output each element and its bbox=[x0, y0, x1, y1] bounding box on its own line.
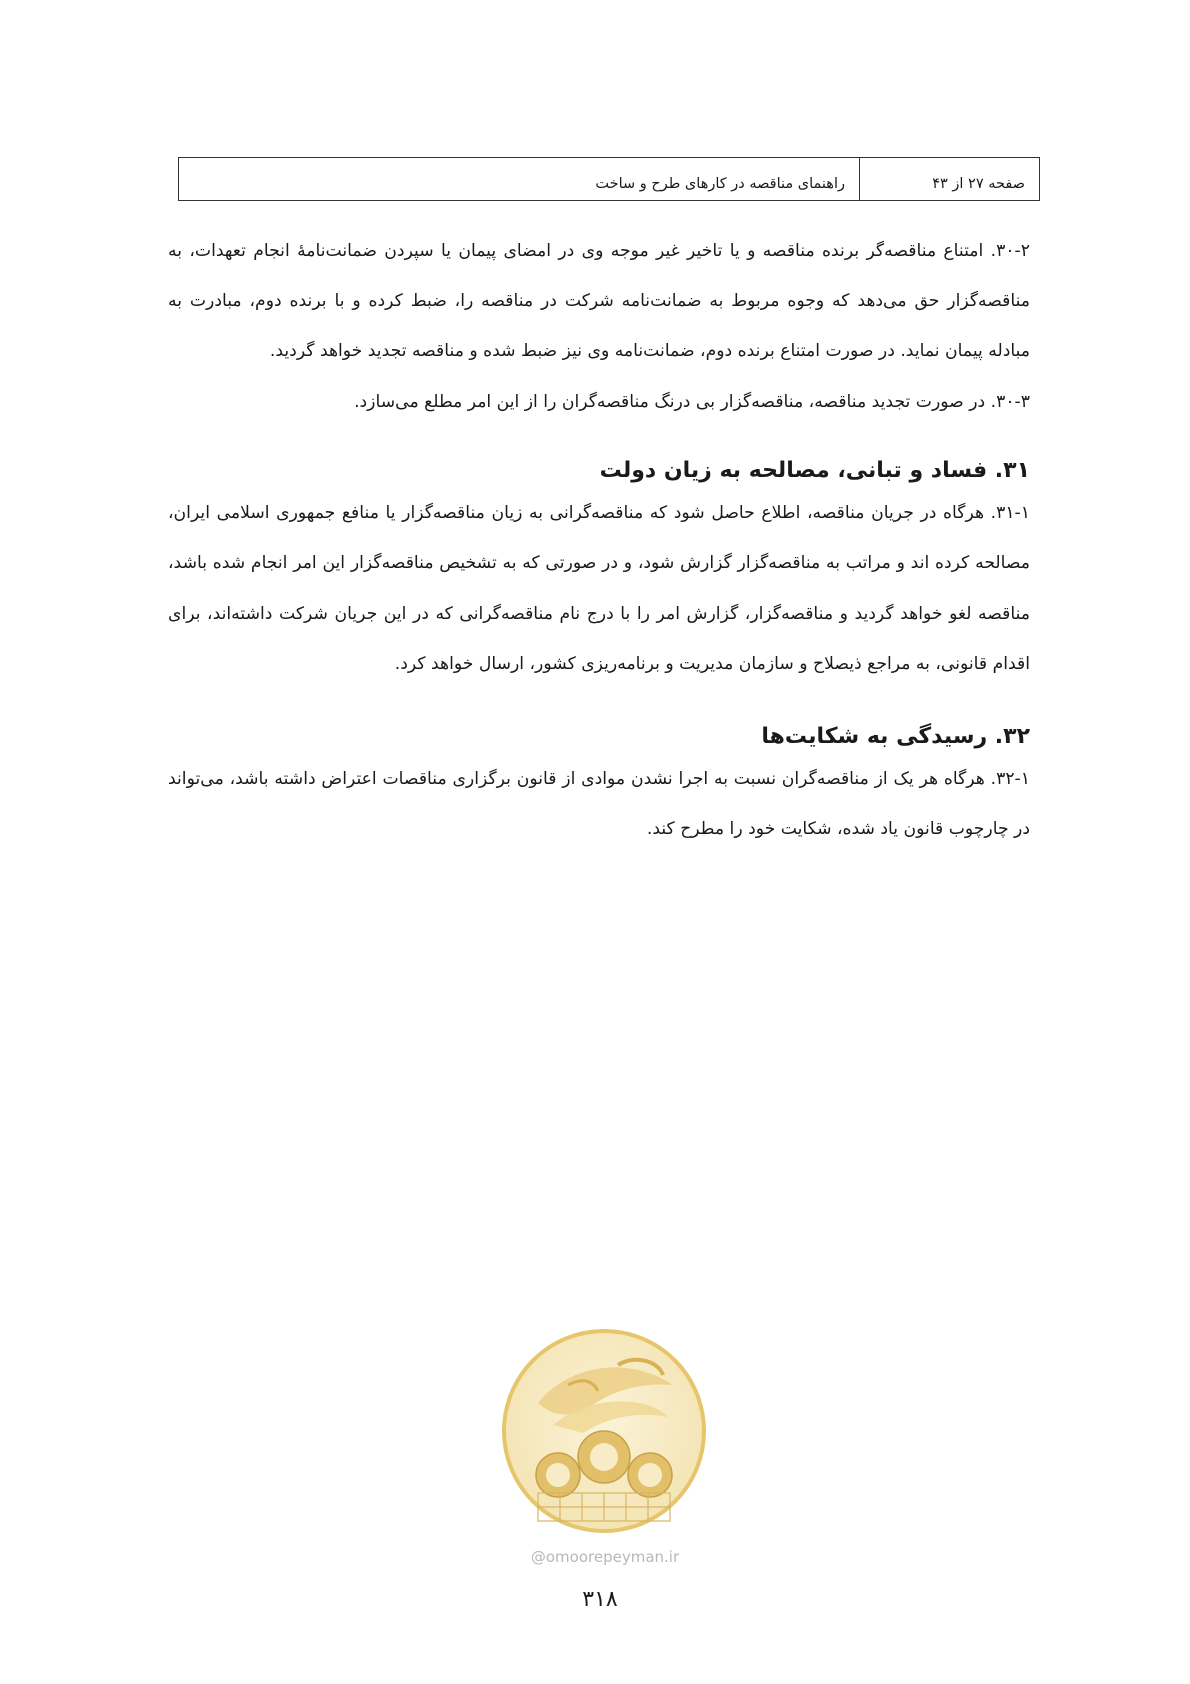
header-page-label: صفحه ۲۷ از ۴۳ bbox=[859, 158, 1039, 200]
paragraph-31-1: ۳۱-۱. هرگاه در جریان مناقصه، اطلاع حاصل شود که مناقصه‌گرانی به زیان مناقصه‌گزار یا منافع جمهوری اسلامی ایران، مصالحه کرده اند و مراتب به مناقصه‌گزار گزارش شود، و در صورتی که به تشخیص مناقصه‌گزار این امر انجام شده باشد، مناقصه لغو خواهد گردید و مناقصه‌گزار، گزارش امر را با درج نام مناقصه‌گرانی که در این جریان شرکت داشته‌اند، برای اقدام قانونی، به مراجع ذیصلاح و سازمان مدیریت و برنامه‌ریزی کشور، ارسال خواهد کرد. bbox=[168, 503, 1030, 674]
page-header bbox=[178, 157, 1040, 201]
omoore-peyman-logo-icon bbox=[498, 1325, 710, 1537]
section-31-heading: ۳۱. فساد و تبانی، مصالحه به زیان دولت bbox=[599, 457, 1030, 483]
page-number: ۳۱۸ bbox=[582, 1587, 618, 1612]
paragraph-32-1: ۳۲-۱. هرگاه هر یک از مناقصه‌گران نسبت به اجرا نشدن موادی از قانون برگزاری مناقصات اعتراض داشته باشد، می‌تواند در چارچوب قانون یاد شده، شکایت خود را مطرح کند. bbox=[168, 769, 1030, 840]
main-content bbox=[168, 226, 1030, 855]
section-32-heading: ۳۲. رسیدگی به شکایت‌ها bbox=[761, 723, 1030, 749]
header-doc-title: راهنمای مناقصه در کارهای طرح و ساخت bbox=[595, 176, 845, 192]
paragraph-30-3: ۳۰-۳. در صورت تجدید مناقصه، مناقصه‌گزار بی درنگ مناقصه‌گران را از این امر مطلع می‌سازد. bbox=[354, 391, 1030, 412]
paragraph-30-2: ۳۰-۲. امتناع مناقصه‌گر برنده مناقصه و یا تاخیر غیر موجه وی در امضای پیمان یا سپردن ضمانت‌نامهٔ انجام تعهدات، به مناقصه‌گزار حق می‌دهد که وجوه مربوط به ضمانت‌نامه شرکت در مناقصه را، ضبط کرده و با برنده دوم، مبادرت به مبادله پیمان نماید. در صورت امتناع برنده دوم، ضمانت‌نامه وی نیز ضبط شده و مناقصه تجدید خواهد گردید. bbox=[168, 241, 1030, 362]
watermark-site: @omoorepeyman.ir bbox=[530, 1548, 680, 1566]
